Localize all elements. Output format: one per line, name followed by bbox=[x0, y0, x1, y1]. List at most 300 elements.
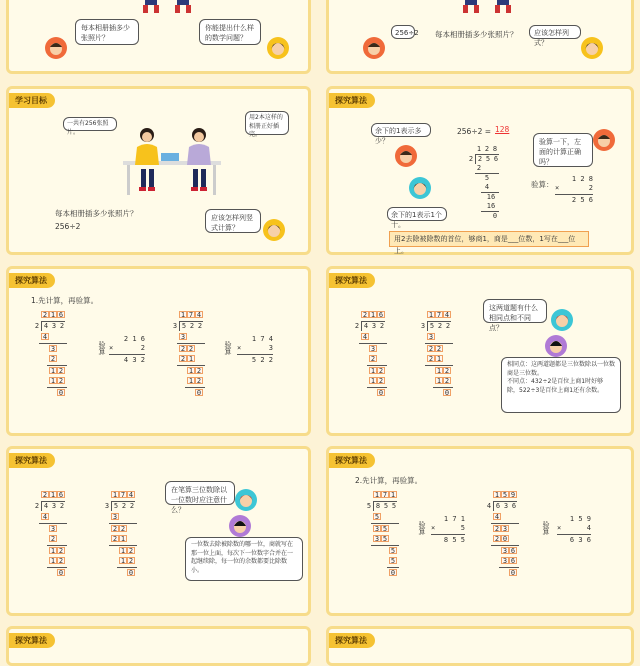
step-digit: 1 bbox=[50, 377, 56, 385]
slide-tag: 探究算法 bbox=[9, 273, 55, 288]
dividend-digit: 2 bbox=[129, 502, 135, 510]
quotient-digit: 1 bbox=[390, 491, 396, 499]
step-row bbox=[369, 367, 385, 376]
step-row bbox=[501, 557, 517, 566]
step-row bbox=[443, 389, 451, 398]
step-row bbox=[427, 333, 435, 342]
step-digit: 0 bbox=[58, 569, 64, 577]
step-row bbox=[179, 333, 187, 342]
dividend-digit: 2 bbox=[197, 322, 203, 330]
step-row bbox=[389, 547, 397, 556]
dividend-digit: 2 bbox=[189, 322, 195, 330]
long-division-522-by-3 bbox=[171, 311, 207, 401]
step-row bbox=[187, 377, 203, 386]
step-digit: 2 bbox=[180, 345, 186, 353]
long-division-636-by-4 bbox=[485, 491, 521, 581]
step-digit: 2 bbox=[120, 525, 126, 533]
quotient-digit: 4 bbox=[128, 491, 134, 499]
long-division-432-by-2 bbox=[33, 491, 69, 581]
avatar-girl bbox=[409, 177, 431, 199]
step-digit: 6 bbox=[510, 547, 516, 555]
step-bar bbox=[47, 387, 67, 388]
step-digit: 5 bbox=[382, 535, 388, 543]
quotient-digit: 7 bbox=[382, 491, 388, 499]
multiplier: 2 bbox=[140, 344, 145, 352]
step-row bbox=[509, 569, 517, 578]
avatar-boy bbox=[395, 145, 417, 167]
step-digit: 0 bbox=[444, 389, 450, 397]
check-multiplication-1: 2 1 6 × 2 4 3 2 bbox=[109, 335, 145, 364]
step-digit: 3 bbox=[50, 525, 56, 533]
step-row bbox=[187, 367, 203, 376]
step-digit: 2 bbox=[444, 367, 450, 375]
multiplier: 4 bbox=[586, 524, 591, 532]
speech-bubble-question: 每本相册插多少张照片？ bbox=[75, 19, 139, 45]
divisor-digit: 4 bbox=[486, 502, 492, 510]
step-row bbox=[389, 569, 397, 578]
check-multiplication: 1 2 8 × 2 2 5 6 bbox=[555, 175, 593, 204]
step-bar bbox=[359, 343, 387, 344]
dividend-digit: 4 bbox=[361, 322, 370, 331]
quotient-row bbox=[179, 311, 203, 320]
step-bar bbox=[371, 523, 399, 524]
multiplicand: 1 7 1 bbox=[443, 515, 465, 523]
product: 4 3 2 bbox=[123, 356, 145, 364]
dividend-digit: 5 bbox=[179, 322, 188, 331]
step-row bbox=[111, 535, 127, 544]
step-digit: 2 bbox=[58, 367, 64, 375]
step-row bbox=[57, 389, 65, 398]
step-row bbox=[49, 355, 57, 364]
step-digit: 2 bbox=[180, 355, 186, 363]
step-row bbox=[111, 513, 119, 522]
long-division-522-by-3 bbox=[103, 491, 139, 581]
dividend-row bbox=[171, 322, 204, 331]
step-value: 0 bbox=[492, 212, 498, 220]
step-bar bbox=[387, 567, 399, 568]
step-digit: 2 bbox=[112, 525, 118, 533]
product: 8 5 5 bbox=[443, 536, 465, 544]
slide-5[interactable] bbox=[6, 266, 311, 436]
slide-8[interactable] bbox=[326, 446, 634, 616]
step-digit: 2 bbox=[196, 367, 202, 375]
quotient-digit: 8 bbox=[492, 145, 498, 153]
step-value: 16 bbox=[486, 202, 496, 210]
speech-bubble-top: 在笔算三位数除以一位数时应注意什么？ bbox=[165, 481, 235, 505]
step-digit: 1 bbox=[436, 355, 442, 363]
avatar-girl bbox=[263, 219, 285, 241]
divisor-digit: 3 bbox=[420, 322, 426, 330]
step-bar bbox=[177, 343, 205, 344]
step-digit: 0 bbox=[510, 569, 516, 577]
dividend-digit: 2 bbox=[445, 322, 451, 330]
step-digit: 1 bbox=[436, 367, 442, 375]
product: 5 2 2 bbox=[251, 356, 273, 364]
quotient-row bbox=[361, 311, 385, 320]
dividend-digit: 6 bbox=[493, 155, 499, 163]
quotient-digit: 6 bbox=[378, 311, 384, 319]
quotient-digit: 4 bbox=[444, 311, 450, 319]
step-row bbox=[435, 367, 451, 376]
step-digit: 2 bbox=[128, 547, 134, 555]
step-digit: 1 bbox=[50, 557, 56, 565]
long-division-256-by-2: 1 2 8 2 2 5 6 2 5 4 16 16 0 bbox=[468, 145, 499, 220]
step-row bbox=[435, 377, 451, 386]
step-bar bbox=[491, 523, 519, 524]
slide-4[interactable] bbox=[326, 86, 634, 255]
step-bar bbox=[367, 387, 387, 388]
speech-bubble-top: 这两道题有什么相同点和不同点？ bbox=[483, 299, 547, 323]
step-bar bbox=[39, 343, 67, 344]
step-digit: 1 bbox=[370, 367, 376, 375]
step-row bbox=[493, 535, 509, 544]
quotient-digit: 1 bbox=[374, 491, 380, 499]
step-digit: 2 bbox=[378, 377, 384, 385]
multiplier: 5 bbox=[460, 524, 465, 532]
step-digit: 4 bbox=[494, 513, 500, 521]
step-digit: 2 bbox=[196, 377, 202, 385]
step-row bbox=[41, 513, 49, 522]
step-bar bbox=[47, 365, 67, 366]
step-digit: 3 bbox=[502, 557, 508, 565]
avatar-girl bbox=[581, 37, 603, 59]
step-row bbox=[49, 547, 65, 556]
step-digit: 3 bbox=[374, 525, 380, 533]
step-row bbox=[119, 547, 135, 556]
speech-bubble-right: 用2本这样的相册正好插完。 bbox=[245, 111, 289, 135]
step-digit: 3 bbox=[374, 535, 380, 543]
step-row bbox=[49, 367, 65, 376]
step-digit: 2 bbox=[58, 547, 64, 555]
avatar-boy bbox=[363, 37, 385, 59]
check-label: 验算 bbox=[418, 521, 426, 535]
divisor-digit: 2 bbox=[34, 502, 40, 510]
step-digit: 3 bbox=[50, 345, 56, 353]
step-value: 4 bbox=[484, 183, 490, 191]
dividend-row bbox=[365, 502, 398, 511]
avatar-girl bbox=[267, 37, 289, 59]
slide-tag: 探究算法 bbox=[9, 633, 55, 648]
step-digit: 0 bbox=[128, 569, 134, 577]
dividend-digit: 6 bbox=[511, 502, 517, 510]
quotient-digit: 2 bbox=[42, 491, 48, 499]
step-digit: 0 bbox=[378, 389, 384, 397]
step-digit: 1 bbox=[188, 377, 194, 385]
check-multiplication-1: 1 7 1 × 5 8 5 5 bbox=[431, 515, 465, 544]
check-label: 验算 bbox=[542, 521, 550, 535]
speech-bubble: 应该怎样列式？ bbox=[529, 25, 581, 39]
dividend-digit: 3 bbox=[51, 322, 57, 330]
step-bar bbox=[47, 567, 67, 568]
quotient-digit: 1 bbox=[370, 311, 376, 319]
quotient-row bbox=[111, 491, 135, 500]
quotient-digit: 1 bbox=[112, 491, 118, 499]
step-row bbox=[377, 389, 385, 398]
step-bar bbox=[117, 567, 137, 568]
step-bar bbox=[499, 567, 519, 568]
expression-text: 256÷2 = bbox=[457, 127, 492, 136]
step-digit: 2 bbox=[436, 345, 442, 353]
speech-bubble-left: 一共有256张照片。 bbox=[63, 117, 117, 131]
long-division-522-by-3 bbox=[419, 311, 455, 401]
step-digit: 5 bbox=[390, 547, 396, 555]
speech-bubble-body: 一位数去除被除数的哪一位，商就写在那一位上面，每次下一位数字合并在一起继续除，每一位的余数都要比除数小。 bbox=[185, 537, 303, 581]
step-digit: 5 bbox=[382, 525, 388, 533]
step-digit: 3 bbox=[428, 333, 434, 341]
dividend-row bbox=[33, 502, 66, 511]
avatar-boy bbox=[229, 515, 251, 537]
dividend-row bbox=[33, 322, 66, 331]
step-digit: 1 bbox=[50, 547, 56, 555]
step-row bbox=[179, 345, 195, 354]
dividend-digit: 5 bbox=[383, 502, 389, 510]
step-bar bbox=[185, 387, 205, 388]
step-digit: 2 bbox=[50, 535, 56, 543]
slide-3[interactable] bbox=[6, 86, 311, 255]
step-row bbox=[369, 355, 377, 364]
speech-bubble-question-2: 你能提出什么样的数学问题？ bbox=[199, 19, 261, 45]
step-row bbox=[501, 547, 517, 556]
slide-tag: 探究算法 bbox=[329, 453, 375, 468]
step-row bbox=[373, 535, 389, 544]
quotient-digit: 7 bbox=[436, 311, 442, 319]
slide-10[interactable] bbox=[326, 626, 634, 666]
step-digit: 5 bbox=[390, 557, 396, 565]
step-digit: 3 bbox=[112, 513, 118, 521]
step-digit: 2 bbox=[128, 557, 134, 565]
quotient-digit: 1 bbox=[428, 311, 434, 319]
step-digit: 2 bbox=[112, 535, 118, 543]
dividend-digit: 5 bbox=[391, 502, 397, 510]
step-digit: 1 bbox=[188, 355, 194, 363]
step-digit: 1 bbox=[120, 557, 126, 565]
dividend-digit: 8 bbox=[373, 502, 382, 511]
step-bar bbox=[109, 523, 137, 524]
avatar-girl bbox=[235, 489, 257, 511]
step-digit: 2 bbox=[58, 557, 64, 565]
step-bar bbox=[433, 387, 453, 388]
dividend-digit: 4 bbox=[41, 502, 50, 511]
quotient-digit: 4 bbox=[196, 311, 202, 319]
step-row bbox=[111, 525, 127, 534]
divisor-digit: 5 bbox=[366, 502, 372, 510]
step-row bbox=[493, 525, 509, 534]
step-digit: 4 bbox=[362, 333, 368, 341]
divisor-digit: 3 bbox=[104, 502, 110, 510]
slide-tag: 学习目标 bbox=[9, 93, 55, 108]
expression-box: 256÷2 bbox=[391, 25, 415, 39]
long-division-432-by-2 bbox=[33, 311, 69, 401]
step-row bbox=[49, 345, 57, 354]
answer-text: 128 bbox=[495, 125, 510, 134]
avatar-girl bbox=[551, 309, 573, 331]
step-digit: 2 bbox=[188, 345, 194, 353]
step-bar bbox=[39, 523, 67, 524]
step-digit: 0 bbox=[502, 535, 508, 543]
quotient-digit: 1 bbox=[494, 491, 500, 499]
multiplicand: 2 1 6 bbox=[123, 335, 145, 343]
dividend-digit: 5 bbox=[111, 502, 120, 511]
step-row bbox=[49, 377, 65, 386]
step-bar bbox=[367, 365, 387, 366]
dividend-row bbox=[419, 322, 452, 331]
speech-bubble-bottom: 余下的1表示1个十。 bbox=[387, 207, 447, 221]
step-row bbox=[493, 513, 501, 522]
product: 6 3 6 bbox=[569, 536, 591, 544]
check-label: 验算 bbox=[98, 341, 106, 355]
avatar-boy bbox=[545, 335, 567, 357]
quotient-digit: 6 bbox=[58, 311, 64, 319]
step-value: 16 bbox=[486, 193, 496, 201]
step-digit: 6 bbox=[510, 557, 516, 565]
exercise-title: 2.先计算，再验算。 bbox=[355, 476, 423, 485]
step-row bbox=[427, 355, 443, 364]
quotient-row bbox=[41, 311, 65, 320]
step-digit: 5 bbox=[374, 513, 380, 521]
slide-2[interactable] bbox=[326, 0, 634, 74]
slide-6[interactable] bbox=[326, 266, 634, 436]
step-digit: 1 bbox=[370, 377, 376, 385]
long-division-855-by-5 bbox=[365, 491, 401, 581]
step-digit: 1 bbox=[436, 377, 442, 385]
slide-tag: 探究算法 bbox=[9, 453, 55, 468]
speech-bubble-body: 相同点：这两道题都是三位数除以一位数商是三位数。 不同点：432÷2是百位上商1时好够除，522÷3是百位上商1还有余数。 bbox=[501, 357, 621, 413]
dividend-row bbox=[485, 502, 518, 511]
dividend-digit: 2 bbox=[59, 502, 65, 510]
avatar-boy bbox=[593, 129, 615, 151]
dividend-digit: 6 bbox=[493, 502, 502, 511]
step-row bbox=[49, 525, 57, 534]
quotient-row bbox=[493, 491, 517, 500]
step-value: 5 bbox=[484, 174, 490, 182]
step-row bbox=[49, 535, 57, 544]
quotient-digit: 2 bbox=[484, 145, 490, 153]
two-people-illustration bbox=[137, 0, 207, 18]
divisor-digit: 2 bbox=[354, 322, 360, 330]
step-row bbox=[195, 389, 203, 398]
quotient-digit: 5 bbox=[502, 491, 508, 499]
quotient-row bbox=[41, 491, 65, 500]
quotient-row bbox=[373, 491, 397, 500]
step-digit: 1 bbox=[50, 367, 56, 375]
step-bar bbox=[47, 545, 67, 546]
step-digit: 2 bbox=[428, 345, 434, 353]
step-digit: 2 bbox=[428, 355, 434, 363]
step-digit: 4 bbox=[42, 513, 48, 521]
step-row bbox=[57, 569, 65, 578]
step-digit: 0 bbox=[58, 389, 64, 397]
step-value: 2 bbox=[476, 164, 482, 172]
dividend-digit: 3 bbox=[371, 322, 377, 330]
expression-text: 256÷2 bbox=[55, 222, 81, 231]
long-division-432-by-2 bbox=[353, 311, 389, 401]
two-people-illustration bbox=[457, 0, 527, 18]
step-bar bbox=[109, 545, 137, 546]
step-digit: 4 bbox=[42, 333, 48, 341]
slide-tag: 探究算法 bbox=[329, 273, 375, 288]
step-digit: 3 bbox=[502, 525, 508, 533]
avatar-boy bbox=[45, 37, 67, 59]
question-text: 每本相册插多少张照片？ bbox=[55, 209, 138, 218]
step-digit: 1 bbox=[120, 535, 126, 543]
step-digit: 2 bbox=[58, 377, 64, 385]
step-digit: 0 bbox=[390, 569, 396, 577]
dividend-digit: 3 bbox=[503, 502, 509, 510]
step-digit: 1 bbox=[120, 547, 126, 555]
quotient-row bbox=[427, 311, 451, 320]
multiplier: 2 bbox=[588, 184, 593, 192]
dividend-digit: 2 bbox=[121, 502, 127, 510]
step-row bbox=[369, 377, 385, 386]
step-digit: 3 bbox=[502, 547, 508, 555]
step-digit: 2 bbox=[50, 355, 56, 363]
dividend-digit: 2 bbox=[437, 322, 443, 330]
step-row bbox=[119, 557, 135, 566]
dividend-digit: 5 bbox=[485, 155, 491, 163]
dividend-digit: 3 bbox=[51, 502, 57, 510]
step-bar bbox=[425, 343, 453, 344]
step-digit: 2 bbox=[494, 535, 500, 543]
slide-7[interactable] bbox=[6, 446, 311, 616]
step-row bbox=[373, 525, 389, 534]
multiplicand: 1 5 9 bbox=[569, 515, 591, 523]
exercise-title: 1.先计算，再验算。 bbox=[31, 296, 99, 305]
step-digit: 0 bbox=[196, 389, 202, 397]
slide-tag: 探究算法 bbox=[329, 633, 375, 648]
step-bar bbox=[371, 545, 399, 546]
multiplicand: 1 7 4 bbox=[251, 335, 273, 343]
divisor-digit: 3 bbox=[172, 322, 178, 330]
step-digit: 3 bbox=[370, 345, 376, 353]
slide-9[interactable] bbox=[6, 626, 311, 666]
dividend-digit: 2 bbox=[379, 322, 385, 330]
check-label: 验算 bbox=[224, 341, 232, 355]
dividend-row bbox=[353, 322, 386, 331]
multiplier: 3 bbox=[268, 344, 273, 352]
step-digit: 2 bbox=[378, 367, 384, 375]
speech-bubble-top: 余下的1表示多少？ bbox=[371, 123, 431, 137]
quotient-digit: 6 bbox=[58, 491, 64, 499]
speech-bubble-bottom: 应该怎样列竖式计算？ bbox=[205, 209, 261, 233]
step-row bbox=[41, 333, 49, 342]
step-digit: 2 bbox=[494, 525, 500, 533]
check-multiplication-2: 1 7 4 × 3 5 2 2 bbox=[237, 335, 273, 364]
quotient-digit: 1 bbox=[180, 311, 186, 319]
check-multiplication-2: 1 5 9 × 4 6 3 6 bbox=[557, 515, 591, 544]
question-text: 每本相册插多少张照片？ bbox=[435, 30, 518, 39]
slide-tag: 探究算法 bbox=[329, 93, 375, 108]
step-row bbox=[361, 333, 369, 342]
step-row bbox=[369, 345, 377, 354]
step-bar bbox=[491, 545, 519, 546]
step-bar bbox=[425, 365, 453, 366]
quotient-digit: 1 bbox=[50, 311, 56, 319]
dividend-row bbox=[103, 502, 136, 511]
step-bar bbox=[177, 365, 205, 366]
two-people-at-table-illustration bbox=[117, 121, 227, 196]
step-row bbox=[127, 569, 135, 578]
step-digit: 2 bbox=[444, 377, 450, 385]
quotient-digit: 9 bbox=[510, 491, 516, 499]
step-digit: 1 bbox=[188, 367, 194, 375]
dividend-digit: 2 bbox=[59, 322, 65, 330]
quotient-digit: 7 bbox=[188, 311, 194, 319]
step-row bbox=[389, 557, 397, 566]
check-label: 验算： bbox=[531, 180, 554, 189]
slide-1[interactable] bbox=[6, 0, 311, 74]
quotient-digit: 1 bbox=[50, 491, 56, 499]
step-row bbox=[427, 345, 443, 354]
